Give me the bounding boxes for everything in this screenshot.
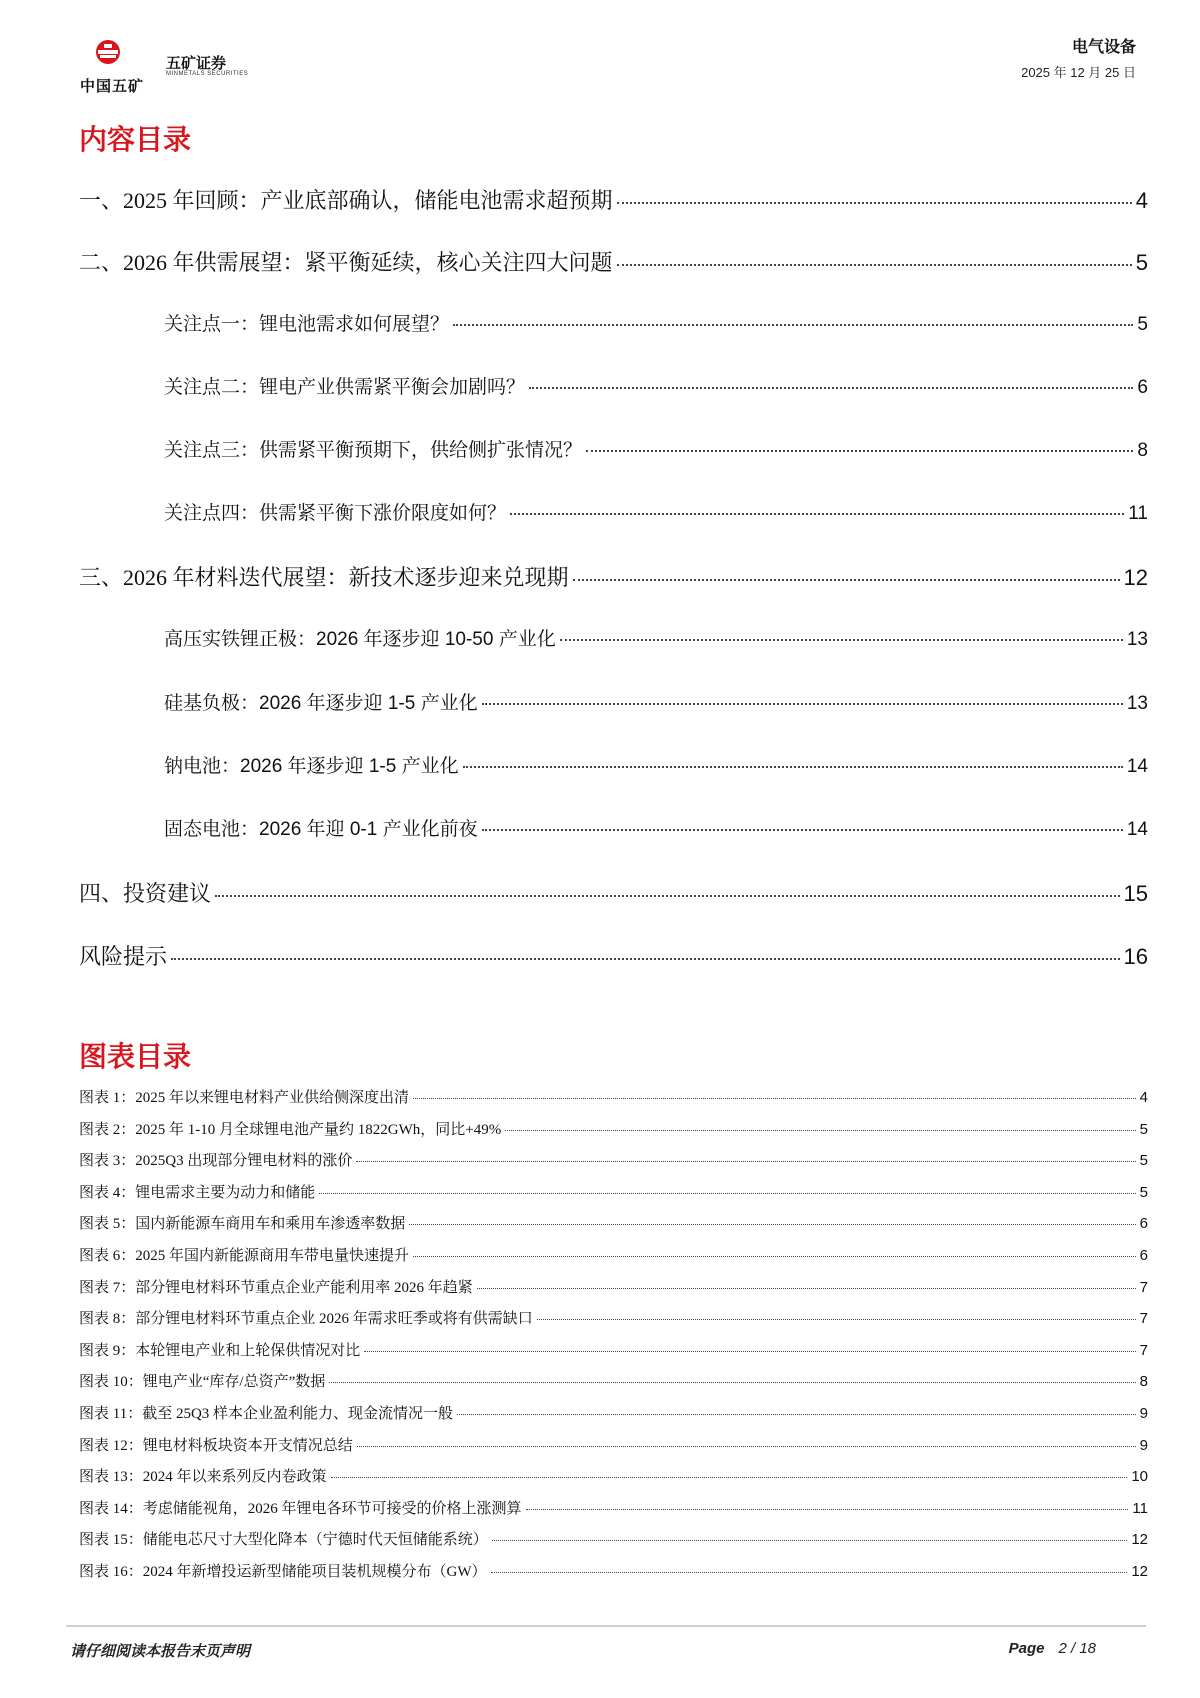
toc-leader-dots: [453, 324, 1133, 326]
figure-entry-page: 6: [1139, 1247, 1148, 1264]
toc-entry[interactable]: [164, 688, 1148, 715]
figure-entry-text: 图表 16：2024 年新增投运新型储能项目装机规模分布（GW）: [79, 1564, 487, 1580]
toc-entry-page: 12: [1123, 565, 1148, 590]
toc-leader-dots: [617, 202, 1132, 204]
industry-label: 电气设备: [1071, 39, 1136, 56]
figure-leader-dots: [319, 1193, 1135, 1194]
figure-entry-text: 图表 15：储能电芯尺寸大型化降本（宁德时代天恒储能系统）: [79, 1532, 488, 1549]
figure-leader-dots: [526, 1509, 1129, 1510]
footer-page-number: [1009, 1640, 1096, 1657]
figure-entry-text: 图表 9：本轮锂电产业和上轮保供情况对比: [79, 1342, 361, 1359]
toc-entry[interactable]: [164, 372, 1148, 399]
figure-entry-text: 图表 12：锂电材料板块资本开支情况总结: [79, 1437, 353, 1454]
figure-entry[interactable]: [79, 1307, 1148, 1328]
figure-entry-text: 图表 7：部分锂电材料环节重点企业产能利用率 2026 年趋紧: [79, 1279, 473, 1296]
toc-entry-text: 关注点二：锂电产业供需紧平衡会加剧吗？: [164, 377, 526, 398]
figure-entry-page: 12: [1131, 1531, 1148, 1549]
toc-leader-dots: [482, 829, 1123, 831]
toc-entry-text: 关注点一：锂电池需求如何展望？: [164, 314, 450, 335]
page-header: [0, 0, 1200, 110]
figure-entry-page: 7: [1139, 1278, 1148, 1296]
toc-leader-dots: [215, 895, 1120, 897]
figure-entry-text: 图表 4：锂电需求主要为动力和储能: [79, 1184, 316, 1201]
figure-entry-text: 图表 11：截至 25Q3 样本企业盈利能力、现金流情况一般: [79, 1406, 454, 1422]
toc-entry-page: 6: [1137, 377, 1148, 398]
toc-leader-dots: [560, 639, 1123, 641]
figure-entry-text: 图表 14：考虑储能视角，2026 年锂电各环节可接受的价格上涨测算: [79, 1500, 522, 1517]
toc-entry-page: 8: [1137, 440, 1148, 461]
toc-entry[interactable]: [164, 751, 1148, 778]
figure-entry[interactable]: [79, 1149, 1148, 1170]
figure-entry-page: 5: [1139, 1152, 1148, 1170]
figure-entry[interactable]: [79, 1339, 1148, 1360]
figure-entry-page: 4: [1139, 1089, 1148, 1106]
toc-entry-text: 四、投资建议: [79, 881, 212, 906]
toc-entry[interactable]: [79, 184, 1148, 215]
figure-entry[interactable]: [79, 1434, 1148, 1455]
figure-leader-dots: [329, 1382, 1135, 1383]
figure-entry[interactable]: [79, 1181, 1148, 1202]
brand-name-en: MINMETALS SECURITIES: [166, 71, 249, 77]
brand-name: 五矿证券: [166, 55, 227, 72]
toc-leader-dots: [573, 579, 1120, 581]
report-date: 2025 年 12 月 25 日: [1021, 65, 1136, 80]
figure-entry[interactable]: [79, 1370, 1148, 1391]
figure-leader-dots: [356, 1161, 1135, 1162]
figure-entry-page: 5: [1139, 1183, 1148, 1201]
toc-entry-text: 高压实铁锂正极：2026 年逐步迎 10-50 产业化: [164, 629, 556, 650]
toc-entry[interactable]: [79, 940, 1148, 971]
figure-entry[interactable]: [79, 1276, 1148, 1297]
toc-entry-text: 二、2026 年供需展望：紧平衡延续，核心关注四大问题: [79, 250, 613, 275]
logo-text: 中国五矿: [80, 78, 145, 95]
toc-leader-dots: [510, 513, 1124, 515]
figure-entry-text: 图表 6：2025 年国内新能源商用车带电量快速提升: [79, 1248, 410, 1264]
figure-leader-dots: [357, 1446, 1136, 1447]
figure-entry[interactable]: [79, 1244, 1148, 1265]
figure-entry[interactable]: [79, 1560, 1148, 1581]
figure-leader-dots: [537, 1319, 1136, 1320]
figure-leader-dots: [413, 1098, 1136, 1099]
figure-entry-page: 6: [1139, 1215, 1148, 1233]
toc-entry-page: 11: [1128, 503, 1148, 524]
toc-entry-page: 5: [1135, 250, 1148, 275]
toc-entry-page: 5: [1137, 314, 1148, 335]
figure-entry[interactable]: [79, 1402, 1148, 1423]
toc-entry-text: 固态电池：2026 年迎 0-1 产业化前夜: [164, 819, 478, 840]
toc-entry-page: 4: [1135, 188, 1148, 213]
toc-leader-dots: [171, 958, 1120, 960]
footer-divider: [66, 1625, 1146, 1627]
figure-leader-dots: [364, 1351, 1135, 1352]
toc-entry[interactable]: [164, 498, 1148, 525]
figure-entry-page: 9: [1139, 1436, 1148, 1454]
figure-entry-text: 图表 8：部分锂电材料环节重点企业 2026 年需求旺季或将有供需缺口: [79, 1311, 533, 1328]
figure-entry[interactable]: [79, 1465, 1148, 1486]
figure-entry-page: 7: [1139, 1341, 1148, 1359]
figure-leader-dots: [505, 1130, 1135, 1131]
toc-entry[interactable]: [164, 814, 1148, 841]
figure-entry[interactable]: [79, 1212, 1148, 1233]
toc-entry-page: 14: [1126, 756, 1148, 777]
figure-entry-text: 图表 13：2024 年以来系列反内卷政策: [79, 1469, 327, 1486]
toc-leader-dots: [586, 450, 1133, 452]
figure-entry[interactable]: [79, 1086, 1148, 1107]
toc-leader-dots: [482, 703, 1123, 705]
toc-entry-text: 一、2025 年回顾：产业底部确认，储能电池需求超预期: [79, 188, 613, 213]
toc-entry[interactable]: [164, 309, 1148, 336]
page-number: 2 / 18: [1058, 1640, 1096, 1657]
toc-leader-dots: [463, 766, 1123, 768]
toc-entry-page: 16: [1123, 944, 1148, 969]
toc-entry[interactable]: [164, 435, 1148, 462]
figure-entry-text: 图表 1：2025 年以来锂电材料产业供给侧深度出清: [79, 1090, 410, 1106]
toc-entry[interactable]: [79, 246, 1148, 277]
figure-entry-page: 7: [1139, 1310, 1148, 1328]
toc-entry-page: 15: [1123, 881, 1148, 906]
figure-entry-page: 5: [1139, 1120, 1148, 1138]
toc-entry-text: 关注点三：供需紧平衡预期下，供给侧扩张情况？: [164, 440, 583, 461]
figure-list-title: 图表目录: [79, 1040, 192, 1073]
toc-title: 内容目录: [79, 123, 192, 156]
footer-disclaimer: 请仔细阅读本报告末页声明: [70, 1643, 251, 1660]
figure-entry[interactable]: [79, 1497, 1148, 1518]
figure-entry-page: 10: [1131, 1468, 1148, 1486]
figure-entry-text: 图表 3：2025Q3 出现部分锂电材料的涨价: [79, 1153, 353, 1170]
figure-entry-text: 图表 5：国内新能源车商用车和乘用车渗透率数据: [79, 1216, 406, 1233]
figure-entry[interactable]: [79, 1528, 1148, 1549]
toc-leader-dots: [529, 387, 1133, 389]
toc-entry-text: 硅基负极：2026 年逐步迎 1-5 产业化: [164, 693, 478, 714]
figure-entry-page: 12: [1131, 1563, 1148, 1580]
figure-entry-page: 8: [1139, 1373, 1148, 1391]
page-label: Page: [1008, 1640, 1045, 1657]
toc-entry-page: 14: [1126, 819, 1148, 840]
toc-entry-text: 钠电池：2026 年逐步迎 1-5 产业化: [164, 756, 459, 777]
toc-entry[interactable]: [79, 877, 1148, 908]
toc-leader-dots: [617, 264, 1132, 266]
figure-entry[interactable]: [79, 1118, 1148, 1139]
figure-leader-dots: [331, 1477, 1128, 1478]
figure-leader-dots: [477, 1288, 1136, 1289]
figure-entry-text: 图表 2：2025 年 1-10 月全球锂电池产量约 1822GWh，同比+49%: [79, 1121, 502, 1138]
toc-entry[interactable]: [164, 624, 1148, 651]
figure-leader-dots: [413, 1256, 1136, 1257]
figure-entry-page: 9: [1139, 1405, 1148, 1422]
figure-leader-dots: [491, 1572, 1128, 1573]
figure-entry-page: 11: [1132, 1499, 1148, 1517]
figure-entry-text: 图表 10：锂电产业“库存/总资产”数据: [79, 1374, 326, 1391]
toc-entry[interactable]: [79, 561, 1148, 592]
toc-entry-text: 关注点四：供需紧平衡下涨价限度如何？: [164, 503, 507, 524]
toc-entry-text: 三、2026 年材料迭代展望：新技术逐步迎来兑现期: [79, 565, 569, 590]
figure-leader-dots: [457, 1414, 1136, 1415]
figure-leader-dots: [492, 1540, 1128, 1541]
toc-entry-text: 风险提示: [79, 944, 168, 969]
figure-leader-dots: [409, 1224, 1135, 1225]
toc-entry-page: 13: [1126, 629, 1148, 650]
toc-entry-page: 13: [1126, 693, 1148, 714]
